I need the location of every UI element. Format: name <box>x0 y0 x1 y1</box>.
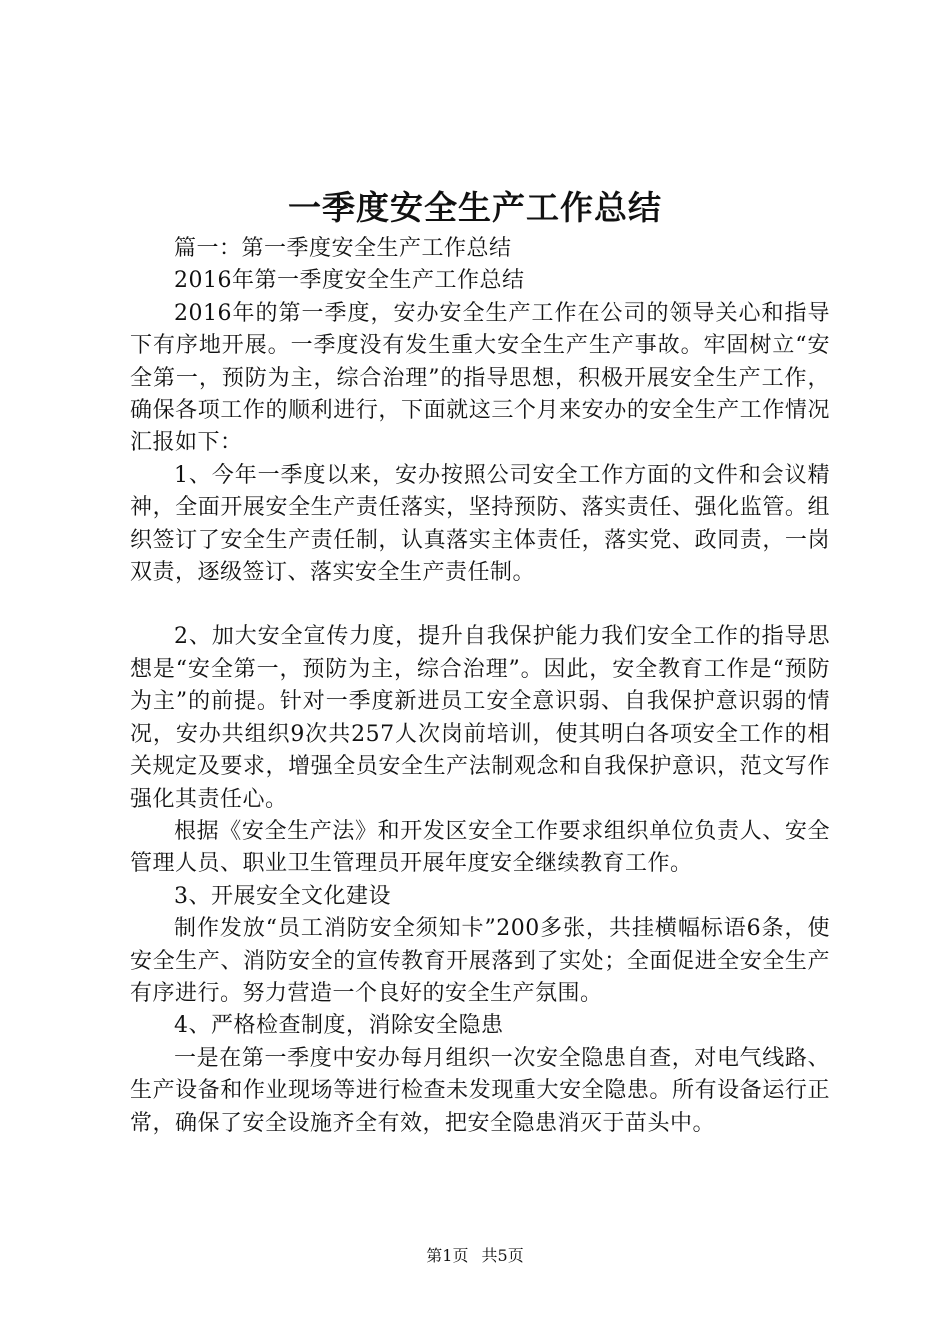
paragraph-item-1: 1、今年一季度以来，安办按照公司安全工作方面的文件和会议精神，全面开展安全生产责任落实，坚持预防、落实责任、强化监管。组织签订了安全生产责任制，认真落实主体责任，落实党、政同责，一岗双责，逐级签订、落实安全生产责任制。 <box>130 462 830 586</box>
page-total: 共5页 <box>481 1246 524 1265</box>
paragraph-item-3-heading: 3、开展安全文化建设 <box>174 883 391 909</box>
paragraph-heading-part-one: 篇一：第一季度安全生产工作总结 <box>174 236 512 261</box>
document-title: 一季度安全生产工作总结 <box>288 188 662 227</box>
paragraph-item-2: 2、加大安全宣传力度，提升自我保护能力我们安全工作的指导思想是“安全第一，预防为主，综合治理”。因此，安全教育工作是“预防为主”的前提。针对一季度新进员工安全意识弱、自我保护意识弱的情况，安办共组织9次共257人次岗前培训，使其明白各项安全工作的相关规定及要求，增强全员安全生产法制观念和自我保护意识，范文写作强化其责任心。 <box>130 624 830 812</box>
paragraph-item-2-continued: 根据《安全生产法》和开发区安全工作要求组织单位负责人、安全管理人员、职业卫生管理员开展年度安全继续教育工作。 <box>130 818 830 877</box>
paragraph-item-4-heading: 4、严格检查制度，消除安全隐患 <box>174 1013 504 1039</box>
document-body <box>130 233 830 1140</box>
page-number: 第1页 <box>426 1246 469 1265</box>
page-footer <box>0 1244 950 1268</box>
paragraph-item-3-body: 制作发放“员工消防安全须知卡”200多张，共挂横幅标语6条，使安全生产、消防安全的宣传教育开展落到了实处；全面促进全安全生产有序进行。努力营造一个良好的安全生产氛围。 <box>130 916 830 1006</box>
paragraph-item-4-body: 一是在第一季度中安办每月组织一次安全隐患自查，对电气线路、生产设备和作业现场等进行检查未发现重大安全隐患。所有设备运行正常，确保了安全设施齐全有效，把安全隐患消灭于苗头中。 <box>130 1045 830 1136</box>
paragraph-subtitle: 2016年第一季度安全生产工作总结 <box>174 268 525 294</box>
paragraph-intro: 2016年的第一季度，安办安全生产工作在公司的领导关心和指导下有序地开展。一季度没有发生重大安全生产生产事故。牢固树立“安全第一，预防为主，综合治理”的指导思想，积极开展安全生产工作，确保各项工作的顺利进行，下面就这三个月来安办的安全生产工作情况汇报如下： <box>130 300 830 456</box>
